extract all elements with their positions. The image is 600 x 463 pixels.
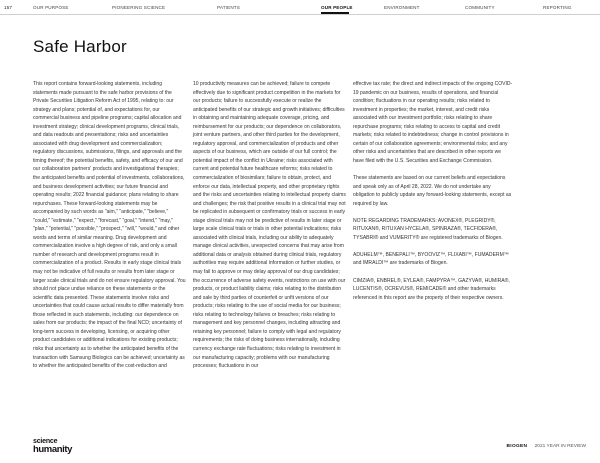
footer-brand: BIOGEN bbox=[506, 444, 528, 449]
nav-item-our-purpose[interactable]: OUR PURPOSE bbox=[33, 5, 69, 10]
text-column-2 bbox=[193, 80, 346, 379]
text-column-1 bbox=[33, 80, 186, 379]
footer-text: 2021 YEAR IN REVIEW bbox=[534, 444, 586, 449]
science-humanity-logo bbox=[33, 438, 93, 454]
nav-item-environment[interactable]: ENVIRONMENT bbox=[384, 5, 420, 10]
paragraph: 10 productivity measures can be achieved; failure to compete effectively due to significant product competition in the markets for our products; failure to successfully execute or realize the anticipated benefits of our strategic and growth initiatives; difficulties in obtaining and maintaining adequate coverage, pricing, and reimbursement for our products; our dependence on collaborators, joint venture partners, and other third parties for the development, regulatory approval, and commercialization of products and other aspects of our business, which are outside of our full control; the potential impact of the conflict in Ukraine; risks associated with current and potential future healthcare reforms; risks related to commercialization of biosimilars; failure to obtain, protect, and enforce our data, intellectual property, and other proprietary rights and the risks and uncertainties relating to intellectual property claims and challenges; the risk that positive results in a clinical trial may not be replicated in subsequent or confirmatory trials or success in early stage clinical trials may not be predictive of results in later stage or large scale clinical trials or trials in other potential indications; risks associated with clinical trials, including our ability to adequately manage clinical activities, unexpected concerns that may arise from additional data or analysis obtained during clinical trials, regulatory authorities may require additional information or further studies, or may fail to approve or may delay approval of our drug candidates; the occurrence of adverse safety events, restrictions on use with our products, or product liability claims; risks relating to the distribution and sale by third parties of counterfeit or unfit versions of our products; risks relating to the use of social media for our business; risks relating to technology failures or breaches; risks relating to management and key personnel changes, including attracting and retaining key personnel; failure to comply with legal and regulatory requirements; the risks of doing business internationally, including currency exchange rate fluctuations; risks relating to investment in our manufacturing capacity; problems with our manufacturing processes; fluctuations in our bbox=[193, 81, 346, 370]
nav-item-our-people[interactable]: OUR PEOPLE bbox=[321, 5, 353, 10]
paragraph: These statements are based on our current beliefs and expectations and speak only as of April 28, 2022. We do not undertake any obligation to publicly update any forward-looking statements, except as required by law. bbox=[353, 175, 512, 207]
logo-line-1: science bbox=[33, 438, 58, 445]
top-navigation bbox=[0, 0, 600, 15]
nav-item-pioneering-science[interactable]: PIONEERING SCIENCE bbox=[112, 5, 166, 10]
text-column-3 bbox=[353, 80, 513, 311]
paragraph: NOTE REGARDING TRADEMARKS: AVONEX®, PLEGRIDY®, RITUXAN®, RITUXAN HYCELA®, SPINRAZA®, TECFIDERA®, TYSABRI® and VUMERITY® are registered trademarks of Biogen. bbox=[353, 217, 503, 241]
footer bbox=[507, 444, 586, 449]
paragraph: This report contains forward-looking statements, including statements made pursuant to the safe harbor provisions of the Private Securities Litigation Reform Act of 1995, relating to: our strategy and plans; potential of, and expectations for, our commercial business and pipeline programs; capital allocation and investment strategy; clinical development programs, clinical trials, and data readouts and presentations; risks and uncertainties associated with drug development and commercialization; regulatory discussions, submissions, filings, and approvals and the timing thereof; the potential benefits, safety, and efficacy of our and our collaboration partners' products and investigational therapies; the anticipated benefits and potential of investments, collaborations, and business development activities; our future financial and operating results; 2022 financial guidance; plans relating to share repurchases. These forward-looking statements may be accompanied by such words as "aim," "anticipate," "believe," "could," "estimate," "expect," "forecast," "goal," "intend," "may," "plan," "potential," "possible," "prospect," "will," "would," and other words and terms of similar meaning. Drug development and commercialization involve a high degree of risk, and only a small number of research and development programs result in commercialization of a product. Results in early stage clinical trials may not be indicative of full results or results from later stage or larger scale clinical trials and do not ensure regulatory approval. You should not place undue reliance on these statements or the scientific data presented. These statements involve risks and uncertainties that could cause actual results to differ materially from those reflected in such statements, including: our dependence on sales from our products; the impact of the final NCD; uncertainty of long-term success in developing, licensing, or acquiring other product candidates or additional indications for existing products; risks that uncertainty as to whether the anticipated benefits of the transaction with Samsung Biologics can be achieved; uncertainty as to whether the anticipated benefits of the cost-reduction and bbox=[33, 81, 186, 370]
paragraph: effective tax rate; the direct and indirect impacts of the ongoing COVID-19 pandemic on our business, results of operations, and financial condition; fluctuations in our operating results; risks related to investment in properties; the market, interest, and credit risks associated with our investment portfolio; risks relating to share repurchase programs; risks relating to access to capital and credit markets; risks related to indebtedness; change in control provisions in certain of our collaboration agreements; environmental risks; and any other risks and uncertainties that are described in other reports we have filed with the U.S. Securities and Exchange Commission. bbox=[353, 81, 513, 164]
page-number: 157 bbox=[4, 5, 13, 10]
logo-line-2: humanity bbox=[33, 444, 73, 455]
nav-item-patients[interactable]: PATIENTS bbox=[217, 5, 240, 10]
paragraph: CIMZIA®, ENBREL®, EYLEA®, FAMPYRA™, GAZYVA®, HUMIRA®, LUCENTIS®, OCREVUS®, REMICADE® and other trademarks referenced in this report are the property of their respective owners. bbox=[353, 277, 510, 301]
paragraph: ADUHELM™, BENEPALI™, BYOOVIZ™, FLIXABI™, FUMADERM™ and IMRALDI™ are trademarks of Biogen. bbox=[353, 251, 509, 267]
page-title: Safe Harbor bbox=[33, 37, 127, 56]
nav-item-reporting[interactable]: REPORTING bbox=[543, 5, 572, 10]
nav-item-community[interactable]: COMMUNITY bbox=[465, 5, 495, 10]
active-tab-indicator bbox=[321, 12, 349, 14]
